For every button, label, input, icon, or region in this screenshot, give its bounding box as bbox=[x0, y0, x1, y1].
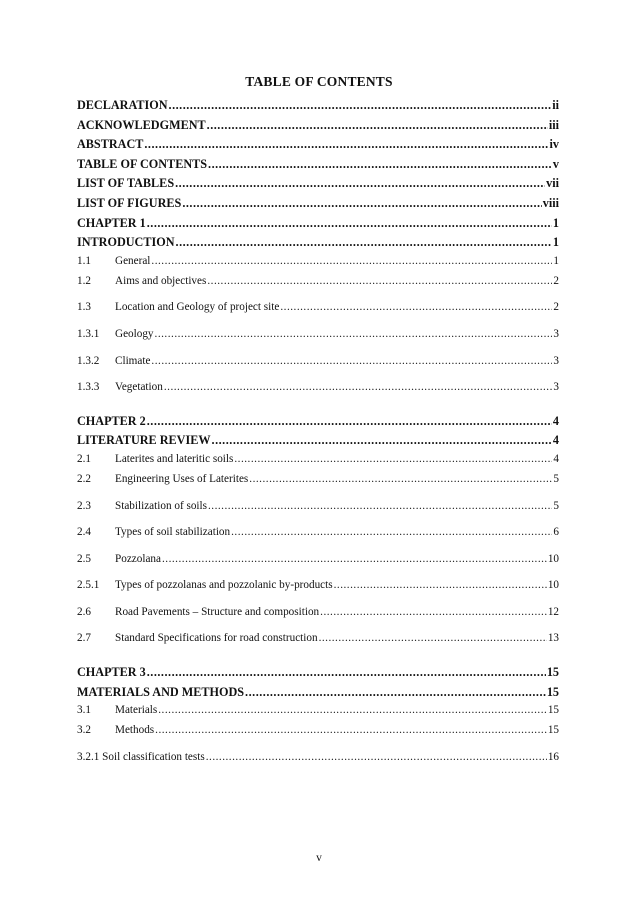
toc-entry-label: LIST OF TABLES bbox=[77, 176, 175, 191]
toc-entry-number: 2.3 bbox=[77, 499, 91, 512]
toc-entry-label: CHAPTER 2 bbox=[77, 413, 146, 428]
dot-leader bbox=[212, 433, 552, 448]
toc-entry[interactable] bbox=[77, 196, 559, 216]
toc-entry-label: Stabilization of soils bbox=[115, 499, 207, 512]
toc-entry-page: viii bbox=[542, 195, 559, 210]
toc-entry[interactable] bbox=[77, 255, 559, 275]
toc-entry[interactable] bbox=[77, 553, 559, 580]
toc-entry-page: iii bbox=[548, 117, 559, 132]
toc-entry-page: 13 bbox=[547, 632, 559, 645]
toc-entry[interactable] bbox=[77, 137, 559, 157]
toc-entry-page: 10 bbox=[547, 552, 559, 565]
toc-entry-page: 6 bbox=[553, 526, 559, 539]
toc-entry[interactable] bbox=[77, 157, 559, 177]
dot-leader bbox=[147, 216, 552, 231]
toc-entry[interactable] bbox=[77, 685, 559, 705]
toc-entry-number: 2.6 bbox=[77, 605, 91, 618]
dot-leader bbox=[207, 118, 548, 133]
dot-leader bbox=[206, 751, 547, 763]
toc-entry[interactable] bbox=[77, 632, 559, 659]
toc-entry-page: 3 bbox=[553, 354, 559, 367]
toc-entry-page: 1 bbox=[552, 235, 559, 250]
toc-entry[interactable] bbox=[77, 275, 559, 302]
dot-leader bbox=[144, 137, 548, 152]
toc-entry-label: Pozzolana bbox=[115, 552, 161, 565]
toc-entry[interactable] bbox=[77, 579, 559, 606]
dot-leader bbox=[175, 176, 545, 191]
dot-leader bbox=[182, 196, 541, 211]
dot-leader bbox=[155, 724, 547, 736]
dot-leader bbox=[147, 414, 552, 429]
toc-entry-label: Types of soil stabilization bbox=[115, 526, 231, 539]
dot-leader bbox=[147, 665, 546, 680]
toc-entry-page: 15 bbox=[547, 704, 559, 717]
toc-entry-page: 3 bbox=[553, 327, 559, 340]
toc-entry-page: 15 bbox=[546, 684, 559, 699]
toc-entry-number: 2.7 bbox=[77, 632, 91, 645]
toc-entry-label: ABSTRACT bbox=[77, 137, 144, 152]
toc-entry-number: 2.5 bbox=[77, 552, 91, 565]
toc-entry-number: 1.3 bbox=[77, 301, 91, 314]
toc-entry-label: Climate bbox=[115, 354, 151, 367]
toc-entry-page: 1 bbox=[553, 254, 559, 267]
toc-entry[interactable] bbox=[77, 704, 559, 724]
toc-entry[interactable] bbox=[77, 235, 559, 255]
toc-entry-number: 1.2 bbox=[77, 274, 91, 287]
dot-leader bbox=[158, 704, 547, 716]
dot-leader bbox=[320, 606, 547, 618]
dot-leader bbox=[151, 355, 552, 367]
toc-entry[interactable] bbox=[77, 301, 559, 328]
dot-leader bbox=[162, 553, 547, 565]
toc-entry[interactable] bbox=[77, 433, 559, 453]
dot-leader bbox=[207, 275, 552, 287]
toc-entry-page: 1 bbox=[552, 215, 559, 230]
page-number: v bbox=[316, 852, 322, 864]
toc-entry-label: Engineering Uses of Laterites bbox=[115, 472, 249, 485]
toc-entry-number: 2.1 bbox=[77, 452, 91, 465]
toc-entry[interactable] bbox=[77, 355, 559, 382]
toc-entry-label: Methods bbox=[115, 724, 155, 737]
toc-entry[interactable] bbox=[77, 500, 559, 527]
toc-entry-label: Geology bbox=[115, 327, 154, 340]
toc-entry-label: MATERIALS AND METHODS bbox=[77, 684, 245, 699]
toc-entry-label: CHAPTER 1 bbox=[77, 215, 146, 230]
toc-entry[interactable] bbox=[77, 176, 559, 196]
toc-entry-number: 3.1 bbox=[77, 704, 91, 717]
dot-leader bbox=[280, 301, 552, 313]
dot-leader bbox=[208, 157, 552, 172]
toc-entry-page: vii bbox=[546, 176, 559, 191]
toc-entry-page: 4 bbox=[552, 433, 559, 448]
toc-entry-page: iv bbox=[549, 137, 559, 152]
toc-entry-page: 5 bbox=[553, 499, 559, 512]
toc-entry-label: Vegetation bbox=[115, 381, 163, 394]
toc-entry-page: 5 bbox=[553, 472, 559, 485]
toc-entry-number: 2.4 bbox=[77, 526, 91, 539]
toc-entry-page: 2 bbox=[553, 274, 559, 287]
toc-entry[interactable] bbox=[77, 453, 559, 473]
dot-leader bbox=[245, 685, 546, 700]
toc-entry-label: Road Pavements – Structure and composition bbox=[115, 605, 320, 618]
dot-leader bbox=[169, 98, 552, 113]
page-title: TABLE OF CONTENTS bbox=[245, 74, 393, 89]
toc-entry[interactable] bbox=[77, 328, 559, 355]
toc-entry-number: 1.1 bbox=[77, 254, 91, 267]
dot-leader bbox=[334, 579, 547, 591]
toc-entry-label: 3.2.1 Soil classification tests bbox=[77, 750, 205, 763]
toc-entry[interactable] bbox=[77, 118, 559, 138]
table-of-contents bbox=[77, 98, 559, 777]
toc-entry-label: Location and Geology of project site bbox=[115, 301, 280, 314]
toc-entry-page: 4 bbox=[553, 452, 559, 465]
toc-entry-page: 16 bbox=[547, 750, 559, 763]
toc-entry-page: 12 bbox=[547, 605, 559, 618]
dot-leader bbox=[164, 381, 553, 393]
dot-leader bbox=[231, 526, 552, 538]
toc-entry[interactable] bbox=[77, 724, 559, 751]
toc-entry[interactable] bbox=[77, 606, 559, 633]
toc-entry-label: INTRODUCTION bbox=[77, 235, 175, 250]
dot-leader bbox=[155, 328, 553, 340]
toc-entry-label: Laterites and lateritic soils bbox=[115, 452, 234, 465]
toc-entry-label: Aims and objectives bbox=[115, 274, 207, 287]
toc-entry-page: 2 bbox=[553, 301, 559, 314]
toc-entry-label: CHAPTER 3 bbox=[77, 665, 146, 680]
toc-entry-number: 2.5.1 bbox=[77, 579, 100, 592]
dot-leader bbox=[319, 632, 547, 644]
toc-entry[interactable] bbox=[77, 381, 559, 408]
toc-entry[interactable] bbox=[77, 526, 559, 553]
toc-entry[interactable] bbox=[77, 665, 559, 685]
toc-entry-page: v bbox=[552, 156, 559, 171]
toc-entry-page: 15 bbox=[546, 665, 559, 680]
toc-entry[interactable] bbox=[77, 414, 559, 434]
toc-entry-number: 1.3.1 bbox=[77, 327, 100, 340]
toc-entry[interactable] bbox=[77, 98, 559, 118]
toc-entry-label: TABLE OF CONTENTS bbox=[77, 156, 208, 171]
toc-entry-label: Standard Specifications for road construction bbox=[115, 632, 318, 645]
dot-leader bbox=[234, 453, 552, 465]
dot-leader bbox=[176, 235, 552, 250]
dot-leader bbox=[208, 500, 552, 512]
toc-entry-page: 15 bbox=[547, 724, 559, 737]
toc-entry-label: General bbox=[115, 254, 151, 267]
toc-entry-label: Types of pozzolanas and pozzolanic by-products bbox=[115, 579, 333, 592]
toc-entry-label: LIST OF FIGURES bbox=[77, 195, 182, 210]
toc-entry-label: Materials bbox=[115, 704, 158, 717]
toc-entry-number: 2.2 bbox=[77, 472, 91, 485]
toc-entry-label: LITERATURE REVIEW bbox=[77, 433, 211, 448]
toc-entry-number: 1.3.2 bbox=[77, 354, 100, 367]
toc-entry[interactable] bbox=[77, 751, 559, 778]
toc-entry-number: 1.3.3 bbox=[77, 381, 100, 394]
toc-entry[interactable] bbox=[77, 216, 559, 236]
toc-entry-page: 10 bbox=[547, 579, 559, 592]
dot-leader bbox=[249, 473, 552, 485]
dot-leader bbox=[151, 255, 552, 267]
toc-entry-label: ACKNOWLEDGMENT bbox=[77, 117, 206, 132]
toc-entry[interactable] bbox=[77, 473, 559, 500]
toc-entry-number: 3.2 bbox=[77, 724, 91, 737]
toc-entry-page: 3 bbox=[553, 381, 559, 394]
toc-entry-page: 4 bbox=[552, 413, 559, 428]
toc-entry-page: ii bbox=[552, 98, 559, 112]
toc-entry-label: DECLARATION bbox=[77, 98, 168, 112]
